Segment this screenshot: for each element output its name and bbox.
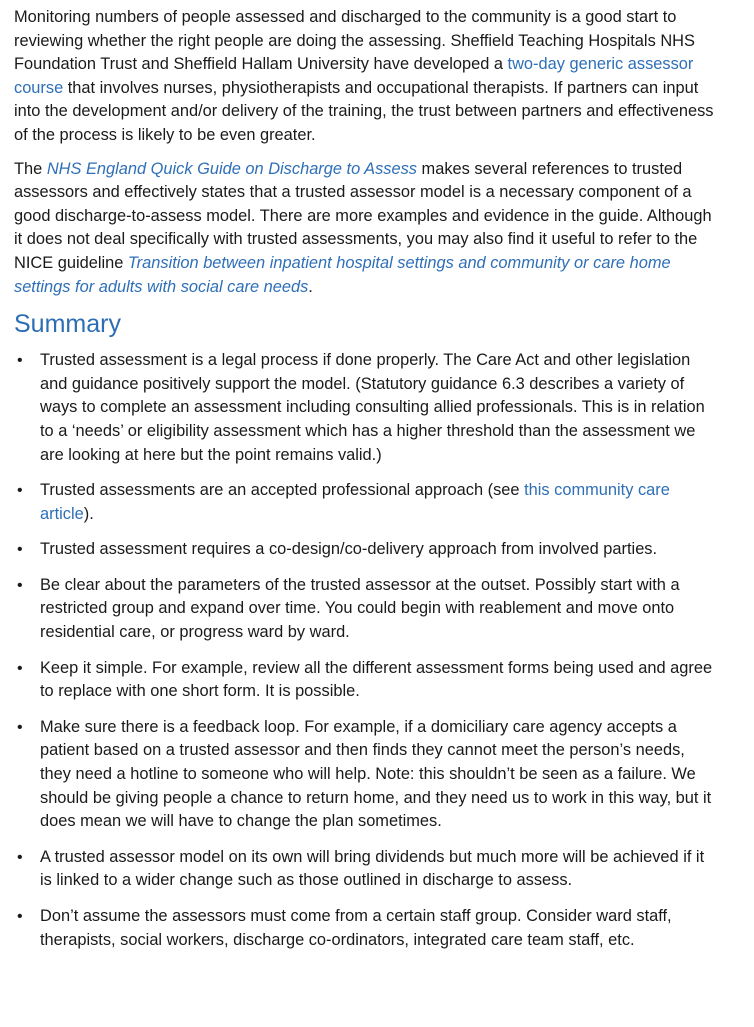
intro-paragraph-2	[14, 158, 720, 300]
nhs-quick-guide-link[interactable]: NHS England Quick Guide on Discharge to Assess	[46, 159, 417, 178]
list-item	[14, 574, 720, 645]
list-item	[14, 479, 720, 526]
intro-p2-text-b: makes several references to trusted assessors and effectively states that a trusted assessor model is a necessary component of a good discharge-to-assess model. There are more examples and evidence in the guide. Although it does not deal specifically with trusted assessments, you may also find it useful to refer to the NICE guideline	[14, 159, 712, 272]
nice-guideline-link[interactable]: Transition between inpatient hospital settings and community or care home settings for adults with social care needs	[14, 253, 671, 296]
list-item-text: Keep it simple. For example, review all the different assessment forms being used and agree to replace with one short form. It is possible.	[40, 658, 713, 701]
summary-list	[14, 349, 720, 952]
list-item-text: Trusted assessments are an accepted professional approach (see	[40, 481, 525, 500]
bullet-icon: •	[17, 576, 23, 594]
assessor-course-link[interactable]: two-day generic assessor course	[14, 55, 694, 97]
list-item-text: Trusted assessment is a legal process if done properly. The Care Act and other legislation and guidance positively support the model. (Statutory guidance 6.3 describes a variety of ways to complete an assessment including consulting allied professionals. This is in relation to a ‘needs’ or eligibility assessment which has a higher threshold than the assessment we are looking at here but the point remains valid.)	[40, 351, 705, 464]
bullet-icon: •	[17, 718, 23, 736]
list-item	[14, 538, 720, 562]
bullet-icon: •	[17, 908, 23, 925]
bullet-icon: •	[17, 659, 23, 677]
bullet-icon: •	[17, 541, 23, 559]
list-item-text: Make sure there is a feedback loop. For example, if a domiciliary care agency accepts a patient based on a trusted assessor and then finds they cannot meet the person’s needs, they need a hotline to someone who will help. Note: this shouldn’t be seen as a failure. We should be giving people a chance to return home, and they need us to work in this way, but it does mean we will have to change the plan sometimes.	[40, 717, 712, 831]
bullet-icon: •	[17, 482, 23, 500]
list-item-text: Trusted assessment requires a co-design/co-delivery approach from involved parties.	[40, 540, 658, 559]
list-item	[14, 905, 720, 952]
list-item-text: Don’t assume the assessors must come from a certain staff group. Consider ward staff, therapists, social workers, discharge co-ordinators, integrated care team staff, etc.	[40, 907, 672, 949]
intro-p2-text-a: The	[14, 159, 47, 178]
intro-p1-text-b: that involves nurses, physiotherapists and occupational therapists. If partners can input into the development and/or delivery of the training, the trust between partners and effectiveness of the process is likely to be even greater.	[14, 78, 714, 144]
bullet-icon: •	[17, 848, 23, 866]
list-item-text-end: ).	[83, 504, 94, 523]
community-care-article-link[interactable]: this community care article	[40, 481, 670, 523]
intro-p1-text-a: Monitoring numbers of people assessed and discharged to the community is a good start to reviewing whether the right people are doing the assessing. Sheffield Teaching Hospitals NHS Foundation Trust and Sheffield Hallam University have developed a	[14, 8, 695, 74]
list-item	[14, 716, 720, 834]
bullet-icon: •	[17, 352, 23, 370]
list-item-text: A trusted assessor model on its own will bring dividends but much more will be achieved if it is linked to a wider change such as those outlined in discharge to assess.	[40, 847, 705, 890]
intro-paragraph-1	[14, 6, 720, 148]
summary-heading: Summary	[14, 310, 121, 339]
list-item	[14, 657, 720, 704]
list-item-text: Be clear about the parameters of the trusted assessor at the outset. Possibly start with a restricted group and expand over time. You could begin with reablement and move onto residential care, or progress ward by ward.	[40, 575, 680, 642]
list-item	[14, 349, 720, 467]
intro-p2-text-c: .	[308, 277, 313, 296]
list-item	[14, 846, 720, 893]
